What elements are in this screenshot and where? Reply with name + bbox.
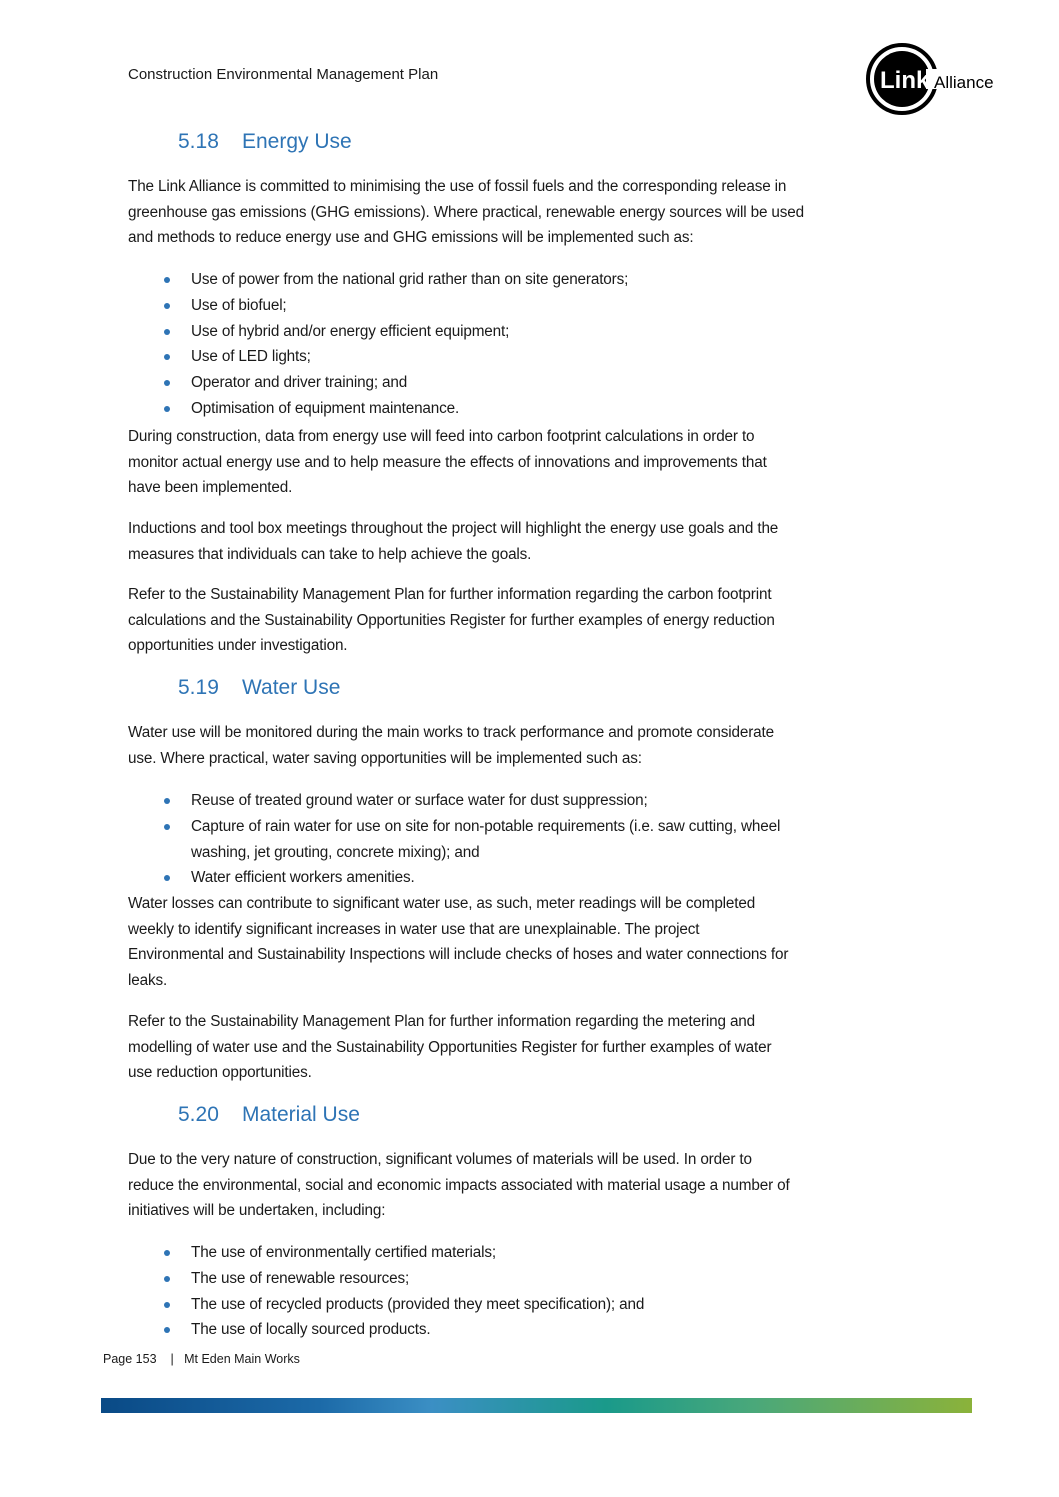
list-item [164, 1240, 644, 1266]
list-item-text: The use of renewable resources; [191, 1269, 410, 1287]
bullet-icon [164, 380, 170, 386]
paragraph [128, 424, 767, 501]
bullet-icon [164, 406, 170, 412]
list-item [164, 865, 780, 891]
list-item-text: The use of environmentally certified materials; [191, 1244, 496, 1261]
section-number: 5.19 [178, 676, 219, 699]
list-item [164, 1292, 644, 1318]
text-line: Refer to the Sustainability Management Plan for further information regarding the carbon footprint [128, 586, 772, 603]
text-line: use. Where practical, water saving opportunities will be implemented such as: [128, 749, 642, 767]
list-item-text: Water efficient workers amenities. [191, 869, 415, 887]
list-item-text: Use of LED lights; [191, 348, 311, 366]
text-line: use reduction opportunities. [128, 1064, 312, 1082]
section-title: Energy Use [242, 130, 352, 153]
list-item-text: Optimisation of equipment maintenance. [191, 399, 460, 417]
bullet-icon [164, 1327, 170, 1333]
bullet-icon [164, 875, 170, 881]
bullet-icon [164, 277, 170, 283]
text-line: opportunities under investigation. [128, 637, 348, 655]
list-item-text: Use of hybrid and/or energy efficient equipment; [191, 322, 510, 340]
paragraph [128, 582, 775, 659]
footer [103, 1352, 300, 1366]
paragraph [128, 720, 774, 771]
text-line: Water losses can contribute to significant water use, as such, meter readings will be completed [128, 895, 756, 912]
text-line: Environmental and Sustainability Inspections will include checks of hoses and water connections for [128, 946, 789, 964]
page-number: Page 153 [103, 1352, 157, 1366]
text-line: initiatives will be undertaken, including: [128, 1202, 386, 1220]
list-item-text: Capture of rain water for use on site for non-potable requirements (i.e. saw cutting, wheel [191, 817, 781, 835]
header-title: Construction Environmental Management Plan [128, 66, 439, 83]
section-title: Water Use [242, 676, 341, 699]
text-line: measures that individuals can take to help achieve the goals. [128, 545, 532, 563]
bullet-list [164, 1240, 644, 1343]
section-heading-water-use [178, 676, 340, 700]
section-title: Material Use [242, 1103, 360, 1126]
list-item-text: Reuse of treated ground water or surface water for dust suppression; [191, 792, 648, 809]
section-number: 5.20 [178, 1103, 219, 1126]
list-item [164, 319, 628, 345]
svg-text:Alliance: Alliance [934, 73, 994, 92]
text-line: have been implemented. [128, 479, 293, 497]
bullet-list [164, 788, 780, 891]
bullet-list [164, 267, 628, 422]
bullet-icon [164, 303, 170, 309]
bullet-icon [164, 1276, 170, 1282]
list-item [164, 1317, 644, 1343]
bullet-icon [164, 798, 170, 804]
list-item-text: The use of locally sourced products. [191, 1321, 431, 1339]
paragraph [128, 516, 778, 567]
list-item-text: Operator and driver training; and [191, 374, 408, 392]
paragraph [128, 174, 804, 251]
bullet-icon [164, 824, 170, 830]
section-heading-material-use [178, 1103, 360, 1127]
list-item [164, 267, 628, 293]
list-item [164, 788, 780, 814]
paragraph [128, 891, 788, 993]
text-line: leaks. [128, 971, 168, 989]
section-number: 5.18 [178, 130, 219, 153]
section-heading-energy-use [178, 130, 352, 154]
text-line: and methods to reduce energy use and GHG emissions will be implemented such as: [128, 229, 694, 247]
project-name: Mt Eden Main Works [184, 1352, 300, 1366]
text-line: calculations and the Sustainability Opportunities Register for further examples of energy reduction [128, 611, 775, 629]
text-line: The Link Alliance is committed to minimising the use of fossil fuels and the corresponding release in [128, 178, 787, 195]
text-line: modelling of water use and the Sustainability Opportunities Register for further examples of water [128, 1038, 772, 1056]
text-line: reduce the environmental, social and economic impacts associated with material usage a number of [128, 1176, 790, 1194]
list-item [164, 1266, 644, 1292]
footer-separator: | [170, 1352, 174, 1366]
bullet-icon [164, 329, 170, 335]
bullet-icon [164, 354, 170, 360]
list-item-text: The use of recycled products (provided they meet specification); and [191, 1295, 645, 1313]
text-line: Inductions and tool box meetings throughout the project will highlight the energy use goals and the [128, 520, 779, 537]
bullet-icon [164, 1250, 170, 1256]
text-line: Refer to the Sustainability Management Plan for further information regarding the metering and [128, 1013, 756, 1030]
list-item [164, 370, 628, 396]
text-line: During construction, data from energy use will feed into carbon footprint calculations in order to [128, 428, 755, 445]
list-item [164, 293, 628, 319]
svg-text:Link: Link [880, 67, 930, 94]
text-line: Water use will be monitored during the main works to track performance and promote considerate [128, 724, 774, 741]
text-line: greenhouse gas emissions (GHG emissions). Where practical, renewable energy sources will be used [128, 203, 804, 221]
text-line: monitor actual energy use and to help measure the effects of innovations and improvements that [128, 453, 767, 471]
paragraph [128, 1009, 771, 1086]
text-line: Due to the very nature of construction, significant volumes of materials will be used. In order to [128, 1151, 752, 1168]
list-item-text: Use of power from the national grid rather than on site generators; [191, 271, 629, 288]
text-line: weekly to identify significant increases in water use that are unexplainable. The project [128, 920, 700, 938]
list-item-text: Use of biofuel; [191, 296, 287, 314]
paragraph [128, 1147, 790, 1224]
bullet-icon [164, 1302, 170, 1308]
list-item [164, 344, 628, 370]
list-item-text: washing, jet grouting, concrete mixing); and [191, 843, 480, 861]
list-item [164, 396, 628, 422]
link-alliance-logo [866, 39, 996, 119]
list-item [164, 814, 780, 866]
footer-gradient-bar [101, 1398, 972, 1413]
